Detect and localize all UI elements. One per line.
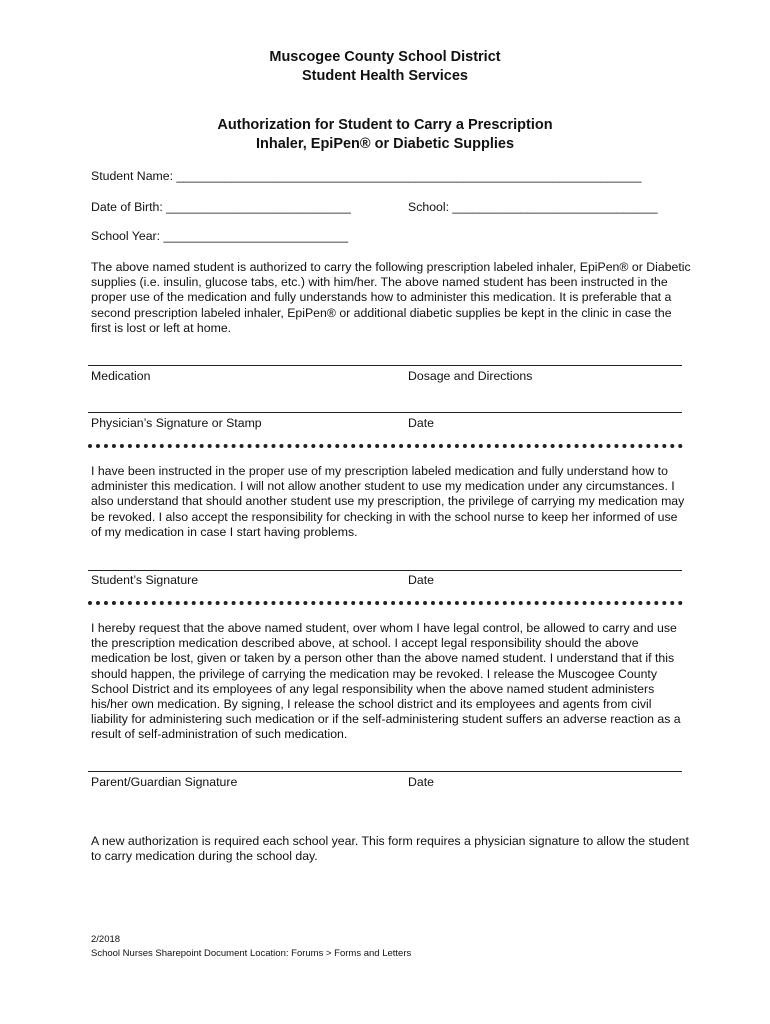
medication-label: Medication bbox=[91, 369, 151, 383]
parent-signature-line[interactable] bbox=[88, 771, 682, 772]
date-of-birth-field[interactable]: Date of Birth: ___________________________ bbox=[91, 200, 351, 214]
section-divider bbox=[88, 444, 683, 448]
form-title-line-1: Authorization for Student to Carry a Prescription bbox=[217, 117, 553, 133]
school-field[interactable]: School: ______________________________ bbox=[408, 200, 658, 214]
medication-signature-line[interactable] bbox=[88, 365, 682, 366]
department-name: Student Health Services bbox=[302, 68, 468, 84]
parent-paragraph: I hereby request that the above named student, over whom I have legal control, be allowed to carry and use the prescription medication described above, at school. I accept legal responsibility should the above medication be lost, given or taken by a person other than the above named student. I understand that if this should happen, the privilege of carrying the medication may be revoked. I release the Muscogee County School District and its employees of any legal responsibility when the above named student administers his/her own medication. By signing, I release the school district and its employees and agents from civil liability for administering such medication or if the self-administering student suffers an adverse reaction as a result of self-administration of such medication. bbox=[91, 621, 681, 742]
intro-paragraph: The above named student is authorized to carry the following prescription labeled inhaler, EpiPen® or Diabetic supplies (i.e. insulin, glucose tabs, etc.) with him/her. The above named student has been instructed in the proper use of the medication and fully understands how to administer this medication. It is preferable that a second prescription labeled inhaler, EpiPen® or additional diabetic supplies be kept in the clinic in case the first is lost or left at home. bbox=[91, 260, 691, 335]
revision-date: 2/2018 bbox=[91, 934, 121, 945]
physician-date-label: Date bbox=[408, 416, 434, 430]
parent-signature-label: Parent/Guardian Signature bbox=[91, 775, 238, 789]
student-signature-label: Student’s Signature bbox=[91, 573, 199, 587]
student-paragraph: I have been instructed in the proper use of my prescription labeled medication and fully understand how to administer this medication. I will not allow another student to use my medication under any circumstances. I also understand that should another student use my prescription, the privilege of carrying my medication may be revoked. I also accept the responsibility for checking in with the school nurse to keep her informed of use of my medication in case I start having problems. bbox=[91, 464, 685, 539]
school-year-field[interactable]: School Year: ___________________________ bbox=[91, 229, 349, 243]
physician-signature-label: Physician’s Signature or Stamp bbox=[91, 416, 262, 430]
student-date-label: Date bbox=[408, 573, 434, 587]
student-signature-line[interactable] bbox=[88, 570, 682, 571]
district-name: Muscogee County School District bbox=[269, 49, 501, 65]
document-location: School Nurses Sharepoint Document Location: Forums > Forms and Letters bbox=[91, 948, 412, 959]
form-title-line-2: Inhaler, EpiPen® or Diabetic Supplies bbox=[255, 136, 515, 152]
section-divider bbox=[88, 601, 683, 605]
dosage-label: Dosage and Directions bbox=[408, 369, 533, 383]
student-name-field[interactable]: Student Name: ____________________________________________________________________ bbox=[91, 169, 642, 183]
physician-signature-line[interactable] bbox=[88, 412, 682, 413]
closing-note: A new authorization is required each school year. This form requires a physician signature to allow the student to carry medication during the school day. bbox=[91, 834, 689, 864]
parent-date-label: Date bbox=[408, 775, 434, 789]
